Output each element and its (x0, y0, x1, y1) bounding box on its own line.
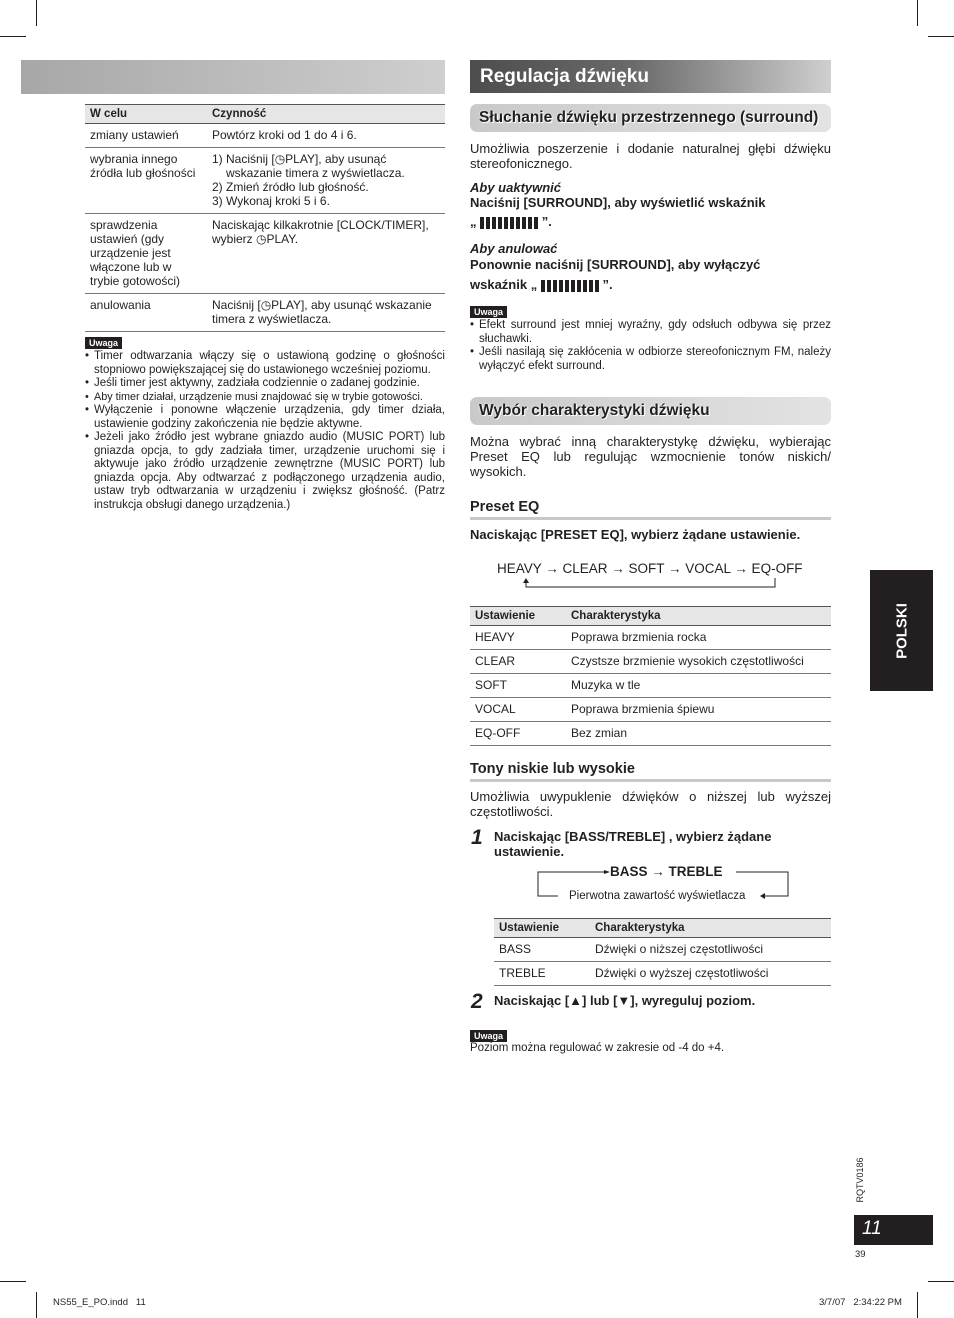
table-row (85, 148, 445, 214)
table-cell: anulowania (85, 294, 207, 332)
preset-eq-table (470, 606, 831, 746)
preset-eq-heading: Preset EQ (470, 499, 831, 520)
table-cell (207, 294, 445, 332)
table-header: Czynność (207, 105, 445, 124)
table-cell: Dźwięki o niższej częstotliwości (590, 938, 831, 962)
crop-mark (928, 36, 954, 37)
quote-close: ”. (602, 277, 613, 292)
cancel-text: Ponownie naciśnij [SURROUND], aby wyłączyć (470, 257, 761, 272)
language-tab (870, 570, 933, 691)
crop-mark (0, 1281, 26, 1282)
timer-play-icon: ◷ (260, 298, 272, 312)
table-header-row (494, 919, 831, 938)
table-cell: Bez zmian (566, 722, 831, 746)
table-row (85, 214, 445, 294)
page-sub-number: 39 (855, 1249, 866, 1260)
return-caption: Pierwotna zawartość wyświetlacza (569, 890, 746, 902)
bass-treble-sequence: BASS → TREBLE (610, 864, 723, 879)
table-header: W celu (85, 105, 207, 124)
note-label-wrap (470, 302, 507, 320)
preset-eq-instruction: Naciskając [PRESET EQ], wybierz żądane ustawienie. (470, 527, 801, 542)
doc-code: RQTV0186 (855, 1157, 865, 1203)
bass-treble-table (494, 918, 831, 986)
table-cell: CLEAR (470, 650, 566, 674)
action-text: PLAY. (266, 232, 299, 246)
table-cell: Powtórz kroki od 1 do 4 i 6. (207, 124, 445, 148)
table-row (470, 698, 831, 722)
table-header: Ustawienie (494, 919, 590, 938)
table-cell: HEAVY (470, 626, 566, 650)
note-item: • Jeżeli jako źródło jest wybrane gniazdo audio (MUSIC PORT) lub gniazda opcja, to gdy zadziała timer, urządzenie uruchomi się i aktywuje jako źródło urządzenie zewnętrzne (MUSIC PORT) lub gniazda opcja. Aby odtwarzać z podłączonego urządzenia audio, ustaw tryb odtwarzania w urządzeniu i zwiększ głośność. (Patrz instrukcja obsługi danego urządzenia.) (85, 431, 445, 512)
crop-mark (36, 1292, 37, 1318)
table-header: Ustawienie (470, 607, 566, 626)
surround-notes (470, 319, 831, 373)
step-1-text: Naciskając [BASS/TREBLE] , wybierz żądane ustawienie. (494, 829, 772, 859)
activate-text: Naciśnij [SURROUND], aby wyświetlić wskaźnik (470, 195, 766, 210)
step-2-text: Naciskając [▲] lub [▼], wyreguluj poziom. (494, 993, 756, 1008)
table-cell: zmiany ustawień (85, 124, 207, 148)
table-cell: EQ-OFF (470, 722, 566, 746)
loop-arrow (520, 578, 782, 592)
preset-eq-sequence: HEAVY → CLEAR → SOFT → VOCAL → EQ-OFF (497, 561, 803, 576)
action-text: 1) Naciśnij [ (212, 152, 275, 166)
footer-right: 3/7/07 2:34:22 PM (819, 1297, 902, 1308)
action-text: 2) Zmień źródło lub głośność. (212, 180, 369, 194)
table-cell: SOFT (470, 674, 566, 698)
cancel-indicator-line (470, 277, 613, 292)
crop-mark (36, 0, 37, 26)
table-header-row (470, 607, 831, 626)
table-cell: wybrania innego źródła lub głośności (85, 148, 207, 214)
activate-indicator-line (470, 214, 552, 229)
page-number-box (854, 1215, 933, 1245)
step-number: 1 (471, 826, 483, 849)
action-text: PLAY], aby usunąć (285, 152, 387, 166)
cancel-label: Aby anulować (470, 241, 558, 256)
timer-play-icon: ◷ (256, 232, 267, 246)
page-number: 11 (862, 1218, 882, 1239)
table-cell: Czystsze brzmienie wysokich częstotliwości (566, 650, 831, 674)
table-cell: BASS (494, 938, 590, 962)
table-row (470, 626, 831, 650)
character-intro: Można wybrać inną charakterystykę dźwięku, wybierając Preset EQ lub regulując wzmocnienie tonów niskich/ wysokich. (470, 434, 831, 479)
note-item: • Jeśli timer jest aktywny, zadziała codziennie o zadanej godzinie. (85, 377, 445, 391)
tone-heading: Tony niskie lub wysokie (470, 761, 831, 782)
step-number: 2 (471, 990, 483, 1013)
timer-notes (85, 350, 445, 512)
crop-mark (0, 36, 26, 37)
table-row (85, 124, 445, 148)
timer-play-icon: ◷ (274, 152, 286, 166)
left-header-bar (21, 60, 445, 94)
crop-mark (917, 1292, 918, 1318)
table-cell: Poprawa brzmienia rocka (566, 626, 831, 650)
table-header-row (85, 105, 445, 124)
action-text: PLAY], aby usunąć wskazanie timera z wyświetlacza. (212, 298, 432, 326)
note-label-wrap (85, 333, 122, 351)
surround-indicator-icon (480, 217, 538, 229)
note-item: • Timer odtwarzania włączy się o ustawioną godzinę o głośności stopniowo powiększającej się do ustawionego wcześniej poziomu. (85, 350, 445, 377)
table-header: Charakterystyka (590, 919, 831, 938)
table-row (470, 650, 831, 674)
table-cell: sprawdzenia ustawień (gdy urządzenie jest włączone lub w trybie gotowości) (85, 214, 207, 294)
note-label: Uwaga (470, 1030, 507, 1042)
activate-label: Aby uaktywnić (470, 180, 562, 195)
surround-indicator-icon (541, 280, 599, 292)
table-cell: Muzyka w tle (566, 674, 831, 698)
action-text: wskazanie timera z wyświetlacza. (226, 166, 405, 180)
action-text: Naciskając kilkakrotnie [CLOCK/TIMER], (212, 218, 429, 232)
quote-close: ”. (541, 214, 552, 229)
table-row (470, 722, 831, 746)
footer-left: NS55_E_PO.indd 11 (53, 1297, 146, 1308)
table-row (494, 938, 831, 962)
note-item: • Wyłączenie i ponowne włączenie urządzenia, gdy timer działa, ustawienie godziny zakończenia nie będzie aktywne. (85, 404, 445, 431)
note-item: • Efekt surround jest mniej wyraźny, gdy odsłuch odbywa się przez słuchawki. (470, 319, 831, 346)
surround-intro: Umożliwia poszerzenie i dodanie naturalnej głębi dźwięku stereofonicznego. (470, 141, 831, 171)
table-row (85, 294, 445, 332)
action-text: Naciśnij [ (212, 298, 261, 312)
note-item: • Aby timer działał, urządzenie musi znajdować się w trybie gotowości. (85, 391, 445, 405)
tone-note: Poziom można regulować w zakresie od -4 do +4. (470, 1042, 725, 1054)
timer-table (85, 104, 445, 332)
table-cell (207, 214, 445, 294)
table-row (470, 674, 831, 698)
tone-intro: Umożliwia uwypuklenie dźwięków o niższej lub wyższej częstotliwości. (470, 789, 831, 819)
crop-mark (917, 0, 918, 26)
action-text: 3) Wykonaj kroki 5 i 6. (212, 194, 330, 208)
quote-open: „ (470, 214, 477, 229)
table-cell: VOCAL (470, 698, 566, 722)
table-header: Charakterystyka (566, 607, 831, 626)
note-item: • Jeśli nasilają się zakłócenia w odbiorze stereofonicznym FM, należy wyłączyć efekt surround. (470, 346, 831, 373)
surround-heading: Słuchanie dźwięku przestrzennego (surround) (470, 104, 831, 132)
table-cell: Poprawa brzmienia śpiewu (566, 698, 831, 722)
table-row (494, 962, 831, 986)
language-tab-label: POLSKI (893, 602, 910, 659)
table-cell (207, 148, 445, 214)
crop-mark (928, 1281, 954, 1282)
table-cell: Dźwięki o wyższej częstotliwości (590, 962, 831, 986)
action-text: wybierz (212, 232, 257, 246)
page-title: Regulacja dźwięku (470, 60, 831, 93)
note-label: Uwaga (470, 306, 507, 318)
note-label: Uwaga (85, 337, 122, 349)
quote-open: wskaźnik „ (470, 277, 538, 292)
character-heading: Wybór charakterystyki dźwięku (470, 397, 831, 425)
table-cell: TREBLE (494, 962, 590, 986)
